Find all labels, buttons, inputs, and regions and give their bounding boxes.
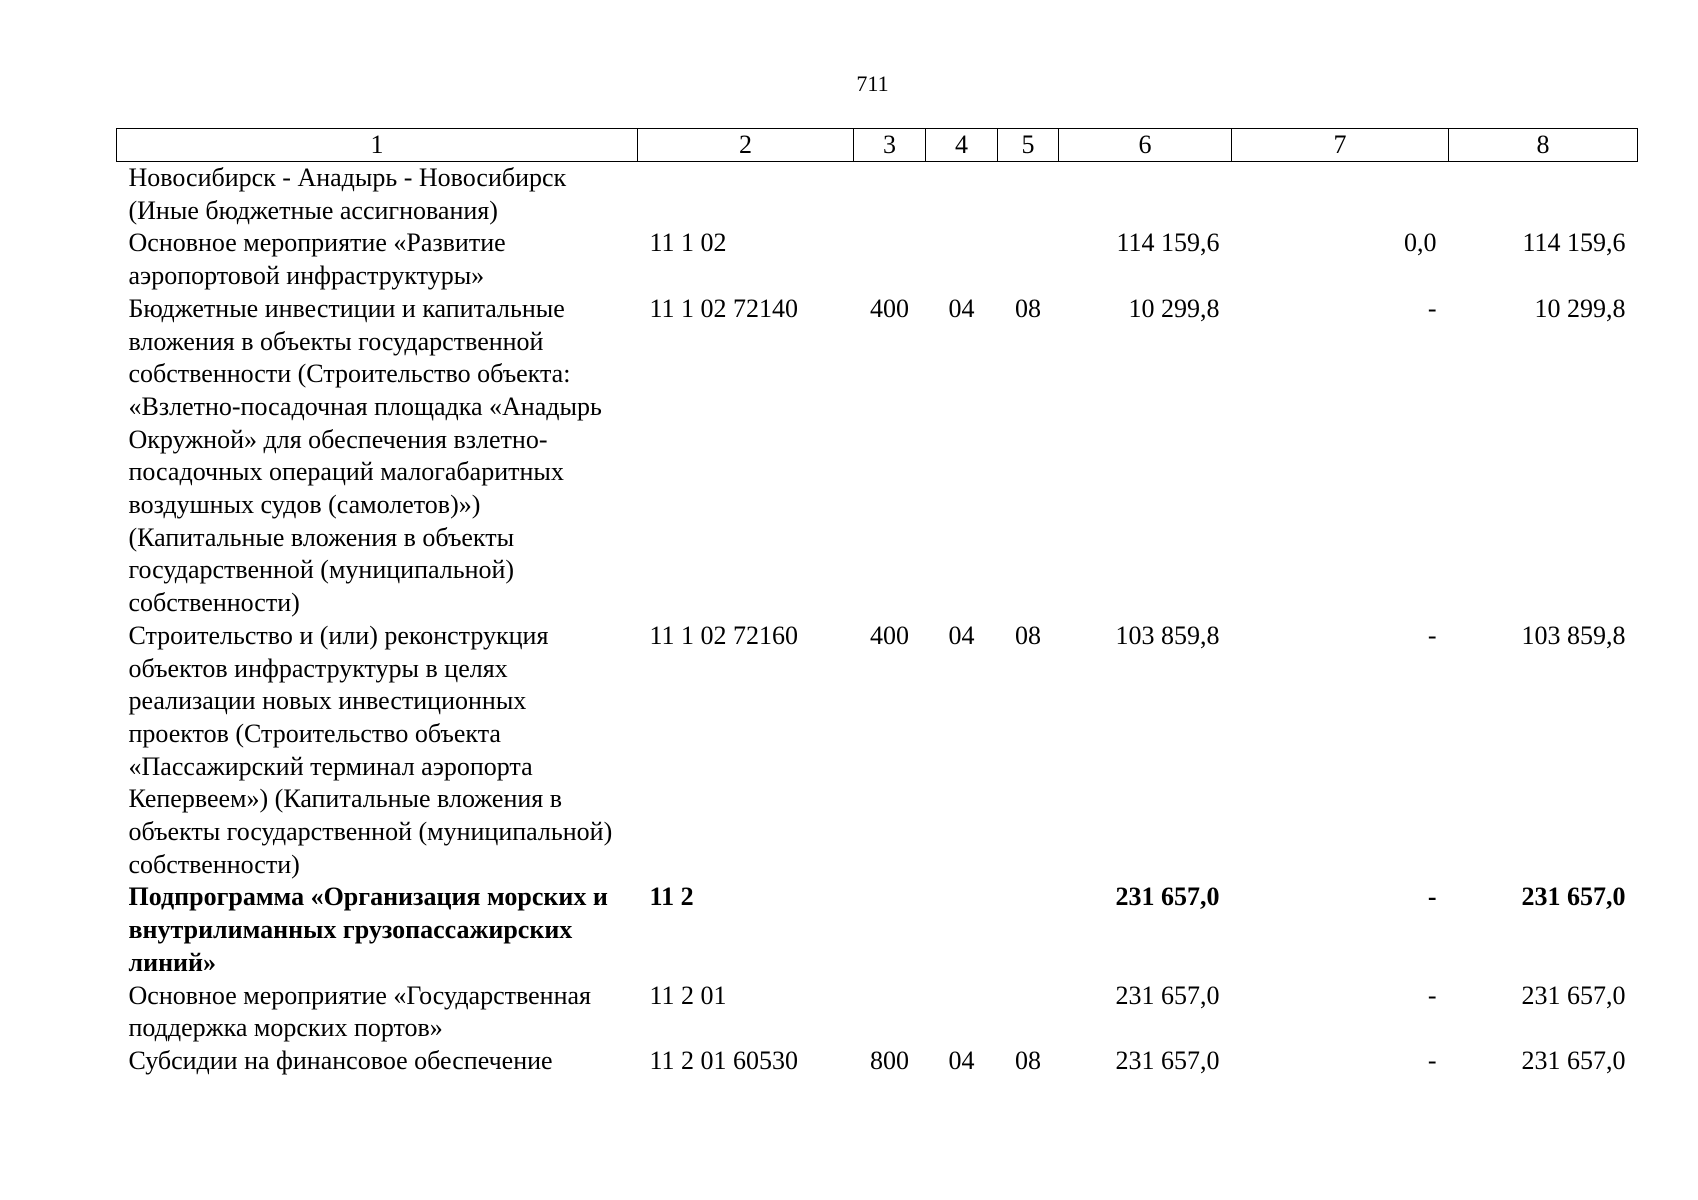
row-col8: 114 159,6	[1522, 228, 1626, 258]
row-col6: 231 657,0	[1115, 1045, 1220, 1075]
column-header: 8	[1449, 129, 1638, 162]
row-code: 11 2 01 60530	[649, 1045, 799, 1075]
row-col4: 04	[948, 1045, 975, 1075]
row-col3: 800	[870, 1045, 909, 1075]
row-col7: 0,0	[1404, 228, 1437, 258]
row-code: 11 1 02 72160	[649, 620, 799, 650]
row-col7: -	[1427, 620, 1437, 650]
row-name: Основное мероприятие «Развитие аэропортовой инфраструктуры»	[128, 228, 506, 291]
row-col6: 114 159,6	[1116, 228, 1220, 258]
row-name: Бюджетные инвестиции и капитальные вложения в объекты государственной собственности (Строительство объекта: «Взлетно-посадочная площадка «Анадырь Окружной» для обеспечения взлетно-посадочных операций малогабаритных воздушных судов (самолетов)») (Капитальные вложения в объекты государственной (муниципальной) собственности)	[128, 293, 602, 618]
row-col3	[854, 980, 926, 1045]
row-col8: 231 657,0	[1521, 980, 1626, 1010]
row-col4	[926, 162, 998, 228]
row-code	[638, 162, 854, 228]
row-code: 11 2	[649, 882, 694, 912]
row-col4: 04	[948, 620, 975, 650]
row-col6: 231 657,0	[1115, 882, 1220, 912]
row-col6: 231 657,0	[1115, 980, 1220, 1010]
row-col3	[854, 881, 926, 979]
row-col7	[1232, 162, 1449, 228]
row-col5: 08	[1015, 293, 1041, 323]
column-header: 6	[1059, 129, 1232, 162]
table-row	[117, 227, 1638, 292]
table-row	[117, 293, 1638, 620]
row-col5	[998, 162, 1059, 228]
column-header: 5	[998, 129, 1059, 162]
table-row-subprogram	[117, 881, 1638, 979]
table-row	[117, 162, 1638, 228]
row-name: Строительство и (или) реконструкция объектов инфраструктуры в целях реализации новых инвестиционных проектов (Строительство объекта «Пассажирский терминал аэропорта Кепервеем») (Капитальные вложения в объекты государственной (муниципальной) собственности)	[128, 620, 613, 879]
row-col3: 400	[870, 293, 909, 323]
row-code: 11 1 02	[649, 228, 727, 258]
page-number: 711	[856, 71, 889, 96]
row-col8	[1449, 162, 1638, 228]
row-col6: 103 859,8	[1115, 620, 1220, 650]
row-code: 11 1 02 72140	[649, 293, 799, 323]
row-col8: 103 859,8	[1521, 620, 1626, 650]
table-row	[117, 980, 1638, 1045]
row-name: Основное мероприятие «Государственная поддержка морских портов»	[128, 980, 591, 1043]
header-row	[117, 129, 1638, 162]
row-name: Новосибирск - Анадырь - Новосибирск (Иные бюджетные ассигнования)	[128, 163, 567, 225]
row-col3: 400	[870, 620, 909, 650]
row-col5: 08	[1015, 1045, 1041, 1075]
column-header: 4	[926, 129, 998, 162]
column-header: 1	[117, 129, 638, 162]
row-code: 11 2 01	[649, 980, 727, 1010]
table-row	[117, 1045, 1638, 1078]
row-col8: 10 299,8	[1534, 293, 1626, 323]
row-col7: -	[1427, 293, 1437, 323]
row-col8: 231 657,0	[1521, 1045, 1626, 1075]
row-col7: -	[1427, 882, 1437, 912]
row-col5	[998, 881, 1059, 979]
table-row	[117, 620, 1638, 882]
row-col5	[998, 980, 1059, 1045]
row-col4: 04	[948, 293, 975, 323]
row-col7: -	[1427, 980, 1437, 1010]
row-col8: 231 657,0	[1521, 882, 1626, 912]
budget-table	[116, 128, 1638, 1078]
row-col6	[1059, 162, 1232, 228]
column-header: 3	[854, 129, 926, 162]
row-col4	[926, 227, 998, 292]
row-col3	[854, 227, 926, 292]
row-name: Подпрограмма «Организация морских и внутрилиманных грузопассажирских линий»	[128, 882, 608, 977]
row-col6: 10 299,8	[1128, 293, 1220, 323]
row-col5: 08	[1015, 620, 1041, 650]
row-col3	[854, 162, 926, 228]
column-header: 7	[1232, 129, 1449, 162]
column-header: 2	[638, 129, 854, 162]
row-col4	[926, 881, 998, 979]
row-col5	[998, 227, 1059, 292]
row-col7: -	[1427, 1045, 1437, 1075]
row-col4	[926, 980, 998, 1045]
row-name: Субсидии на финансовое обеспечение	[128, 1045, 553, 1075]
